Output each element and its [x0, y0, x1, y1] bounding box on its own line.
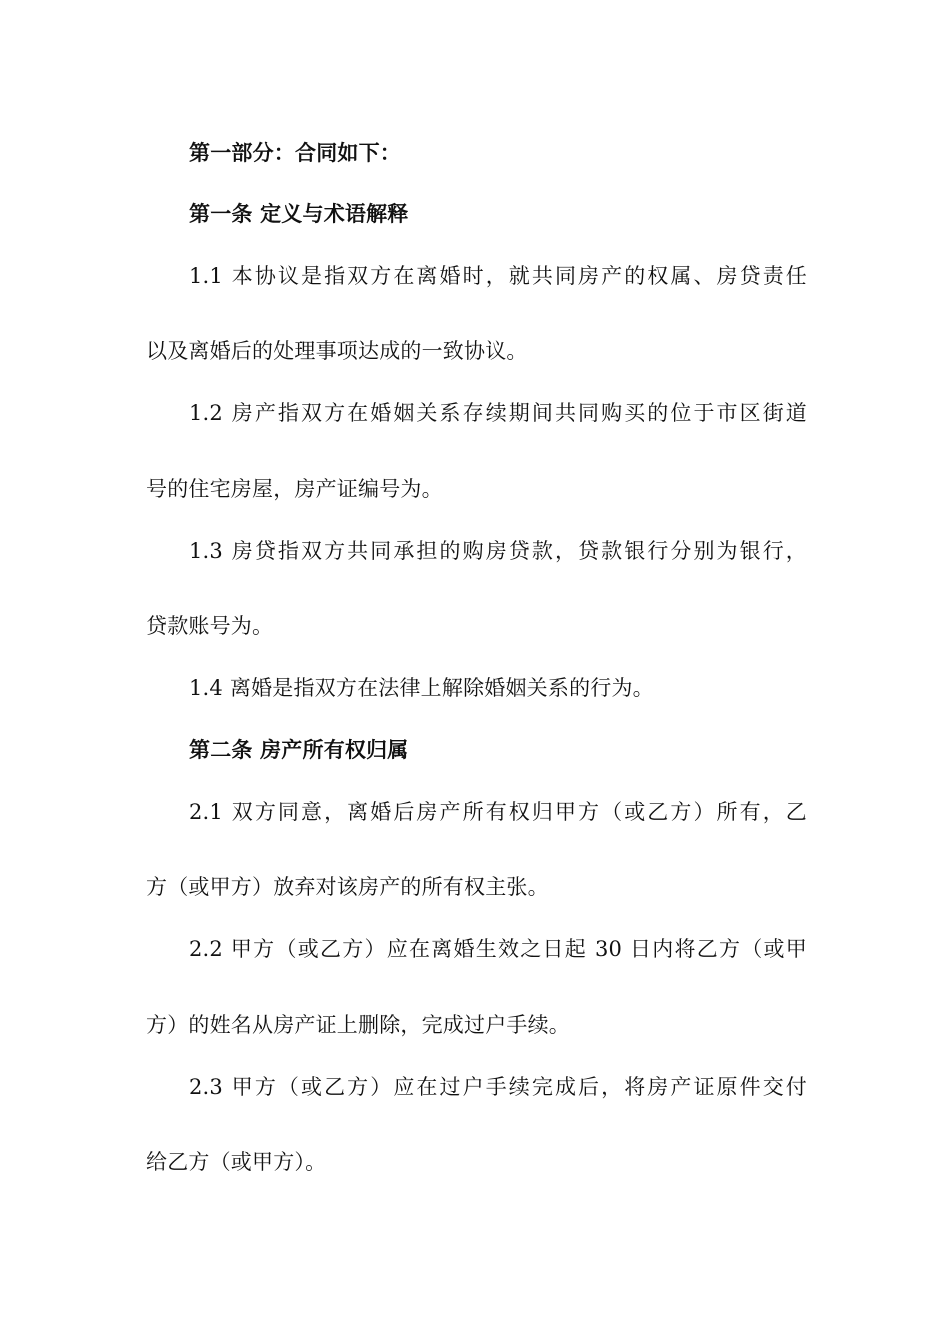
article-2-heading: 第二条 房产所有权归属	[189, 738, 409, 762]
clause-2-1-line-1: 2.1 双方同意，离婚后房产所有权归甲方（或乙方）所有，乙	[189, 800, 807, 824]
clause-2-3-line-1: 2.3 甲方（或乙方）应在过户手续完成后，将房产证原件交付	[189, 1075, 807, 1099]
clause-1-1-line-2: 以及离婚后的处理事项达成的一致协议。	[146, 339, 528, 363]
clause-1-3-line-1: 1.3 房贷指双方共同承担的购房贷款，贷款银行分别为银行，	[189, 539, 807, 563]
clause-2-3-line-2: 给乙方（或甲方）。	[146, 1150, 327, 1174]
clause-2-2-line-2: 方）的姓名从房产证上删除，完成过户手续。	[146, 1013, 570, 1037]
clause-1-2-line-1: 1.2 房产指双方在婚姻关系存续期间共同购买的位于市区街道	[189, 401, 807, 425]
clause-2-1-line-2: 方（或甲方）放弃对该房产的所有权主张。	[146, 875, 549, 899]
clause-1-1-line-1: 1.1 本协议是指双方在离婚时，就共同房产的权属、房贷责任	[189, 264, 807, 288]
clause-1-3-line-2: 贷款账号为。	[146, 614, 274, 638]
clause-2-2-line-1: 2.2 甲方（或乙方）应在离婚生效之日起 30 日内将乙方（或甲	[189, 937, 807, 961]
clause-1-4: 1.4 离婚是指双方在法律上解除婚姻关系的行为。	[189, 676, 654, 700]
part-heading: 第一部分：合同如下：	[189, 141, 401, 165]
clause-1-2-line-2: 号的住宅房屋，房产证编号为。	[146, 477, 443, 501]
article-1-heading: 第一条 定义与术语解释	[189, 202, 409, 226]
